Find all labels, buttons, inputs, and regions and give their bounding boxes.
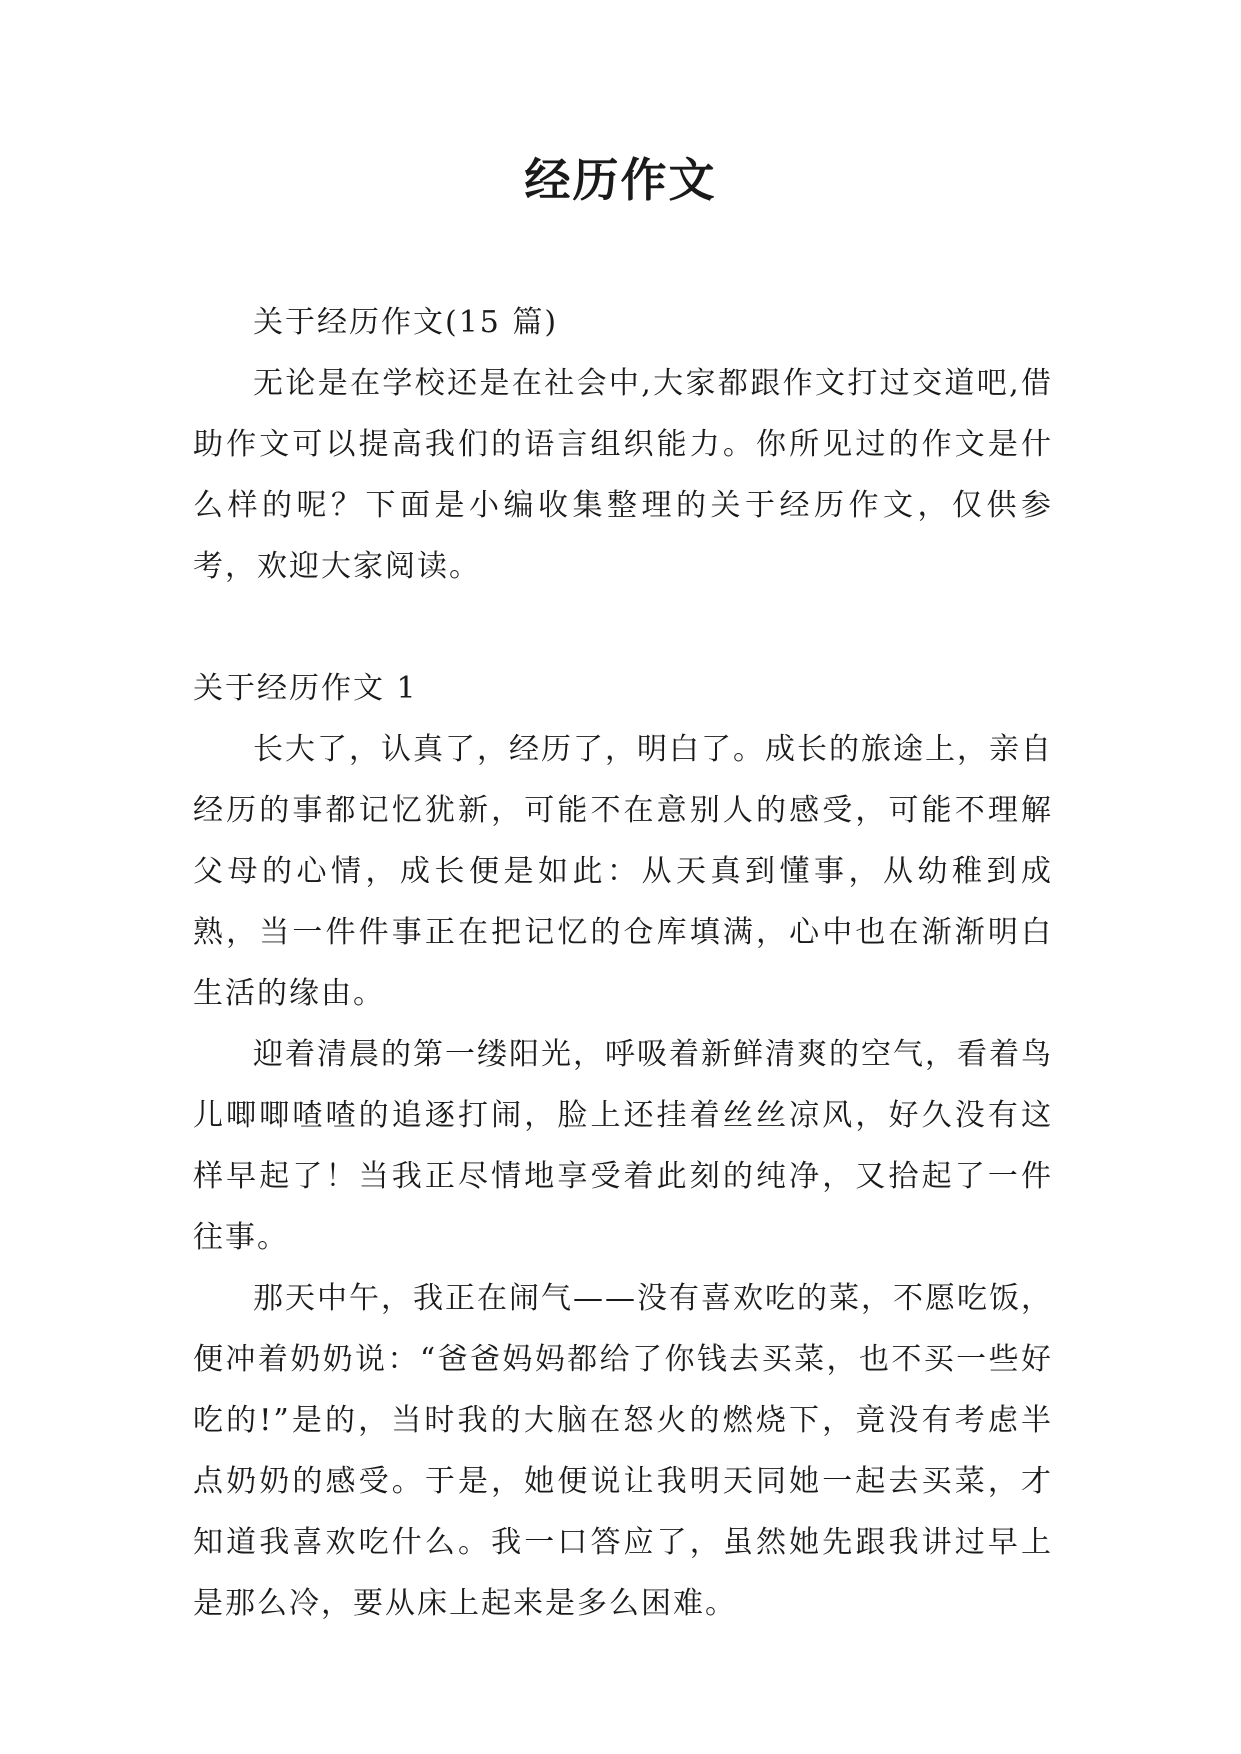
document-body (193, 292, 1053, 1634)
intro-paragraph: 无论是在学校还是在社会中,大家都跟作文打过交道吧,借助作文可以提高我们的语言组织能力。你所见过的作文是什么样的呢？下面是小编收集整理的关于经历作文，仅供参考，欢迎大家阅读。 (193, 366, 1053, 584)
body-paragraph: 长大了，认真了，经历了，明白了。成长的旅途上，亲自经历的事都记忆犹新，可能不在意别人的感受，可能不理解父母的心情，成长便是如此：从天真到懂事，从幼稚到成熟，当一件件事正在把记忆的仓库填满，心中也在渐渐明白生活的缘由。 (193, 732, 1053, 1011)
section-heading: 关于经历作文 1 (193, 671, 418, 706)
body-paragraph: 迎着清晨的第一缕阳光，呼吸着新鲜清爽的空气，看着鸟儿唧唧喳喳的追逐打闹，脸上还挂着丝丝凉风，好久没有这样早起了！当我正尽情地享受着此刻的纯净，又拾起了一件往事。 (193, 1037, 1053, 1255)
body-paragraph: 那天中午，我正在闹气——没有喜欢吃的菜，不愿吃饭，便冲着奶奶说：“爸爸妈妈都给了你钱去买菜，也不买一些好吃的!”是的，当时我的大脑在怒火的燃烧下，竟没有考虑半点奶奶的感受。于是，她便说让我明天同她一起去买菜，才知道我喜欢吃什么。我一口答应了，虽然她先跟我讲过早上是那么冷，要从床上起来是多么困难。 (193, 1281, 1053, 1621)
document-title: 经历作文 (524, 153, 717, 207)
document-subtitle: 关于经历作文(15 篇) (253, 305, 559, 340)
